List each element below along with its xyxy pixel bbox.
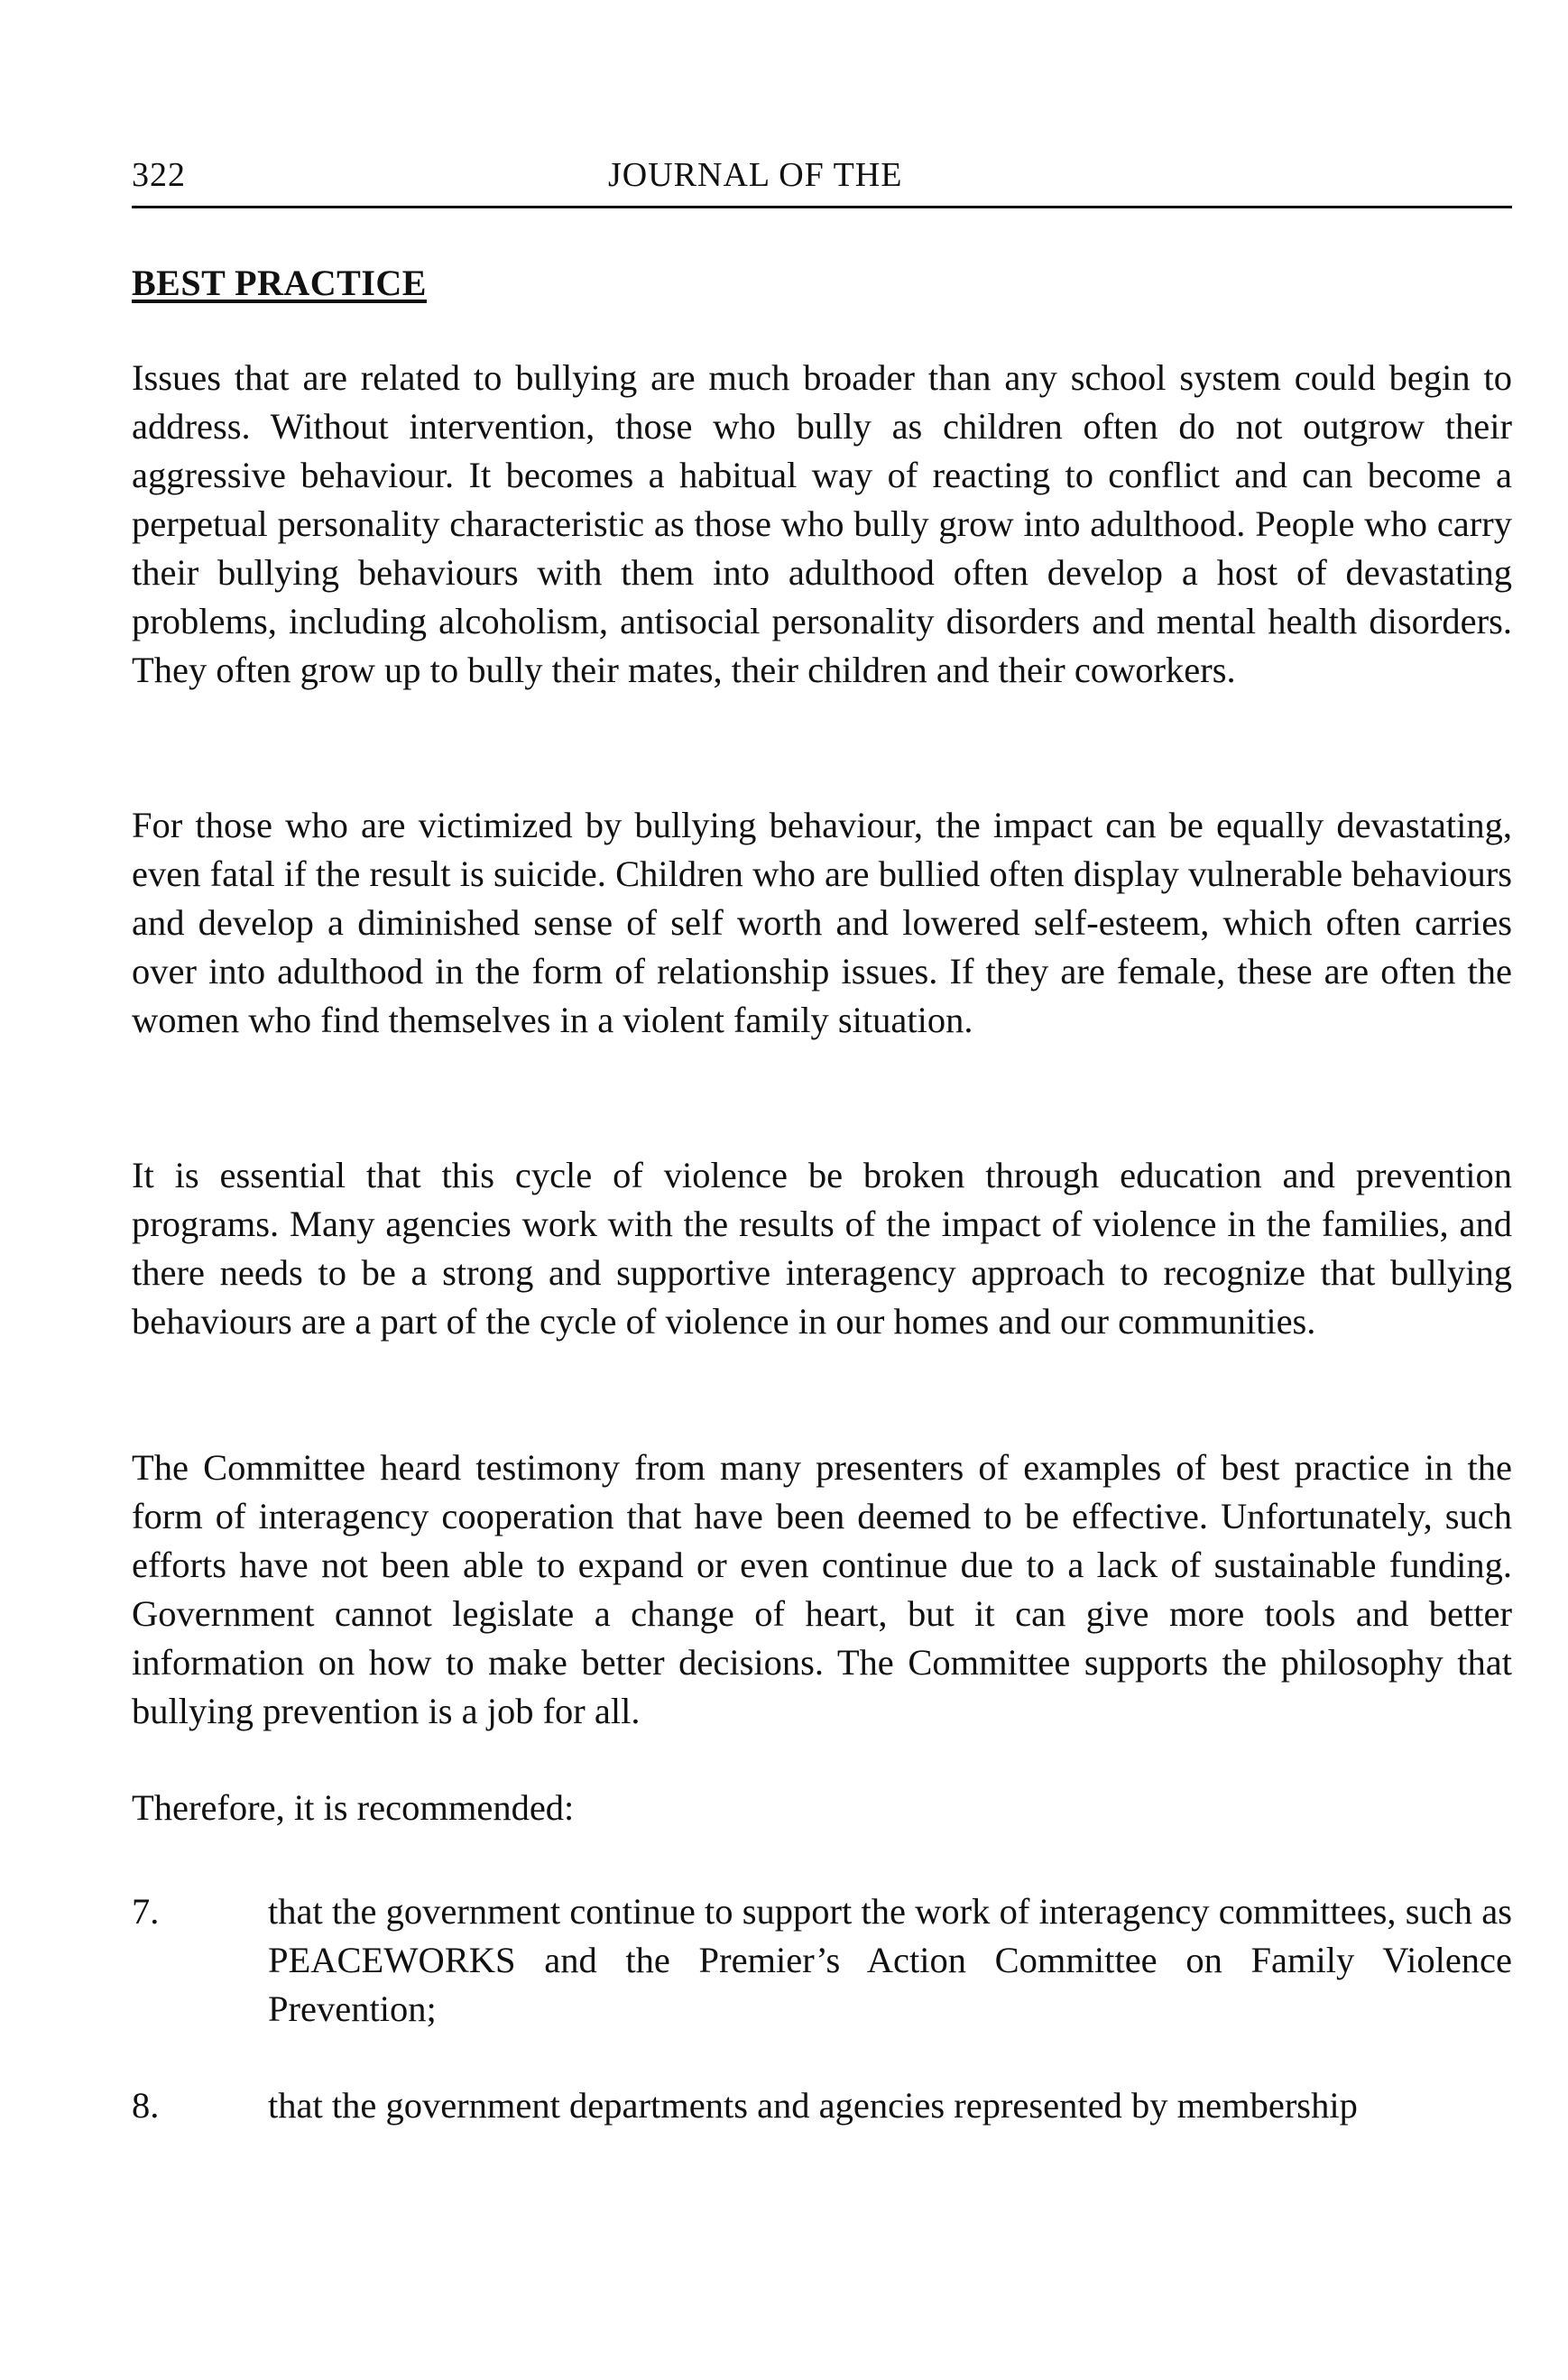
page-number: 322 [132, 156, 186, 194]
paragraph-committee-testimony: The Committee heard testimony from many presenters of examples of best practice in the form of interagency cooperation that have been deemed to be effective. Unfortunately, such efforts have not been able to expand or even continue due to a lack of sustainable funding. Government cannot legislate a change of heart, but it can give more tools and better information on how to make better decisions. The Committee supports the philosophy that bullying prevention is a job for all. [132, 1447, 1512, 1731]
paragraph-victim-impact: For those who are victimized by bullying behaviour, the impact can be equally devastating, even fatal if the result is suicide. Children who are bullied often display vulnerable behaviours and develop a diminished sense of self worth and lowered self-esteem, which often carries over into adulthood in the form of relationship issues. If they are female, these are often the women who find themselves in a violent family situation. [132, 805, 1512, 1040]
recommendation-text: that the government continue to support the work of interagency committees, such as PEACEWORKS and the Premier’s Action Committee on Family Violence Prevention; [268, 1891, 1512, 2029]
paragraph-bullying-issues: Issues that are related to bullying are much broader than any school system could begin to address. Without intervention, those who bully as children often do not outgrow their aggressive behaviour. It becomes a habitual way of reacting to conflict and can become a perpetual personality characteristic as those who bully grow into adulthood. People who carry their bullying behaviours with them into adulthood often develop a host of devastating problems, including alcoholism, antisocial personality disorders and mental health disorders. They often grow up to bully their mates, their children and their coworkers. [132, 357, 1512, 690]
recommendation-number: 7. [132, 1891, 160, 1932]
journal-title: JOURNAL OF THE [608, 156, 903, 194]
paragraph-cycle-of-violence: It is essential that this cycle of violence be broken through education and prevention programs. Many agencies work with the results of the impact of violence in the families, and there needs to be a strong and supportive interagency approach to recognize that bullying behaviours are a part of the cycle of violence in our homes and our communities. [132, 1155, 1512, 1342]
recommendation-number: 8. [132, 2085, 160, 2126]
paragraph-recommendation-intro: Therefore, it is recommended: [132, 1787, 575, 1828]
recommendation-text: that the government departments and agencies represented by membership [268, 2085, 1358, 2126]
section-heading: BEST PRACTICE [132, 263, 427, 303]
running-header [132, 152, 1512, 208]
